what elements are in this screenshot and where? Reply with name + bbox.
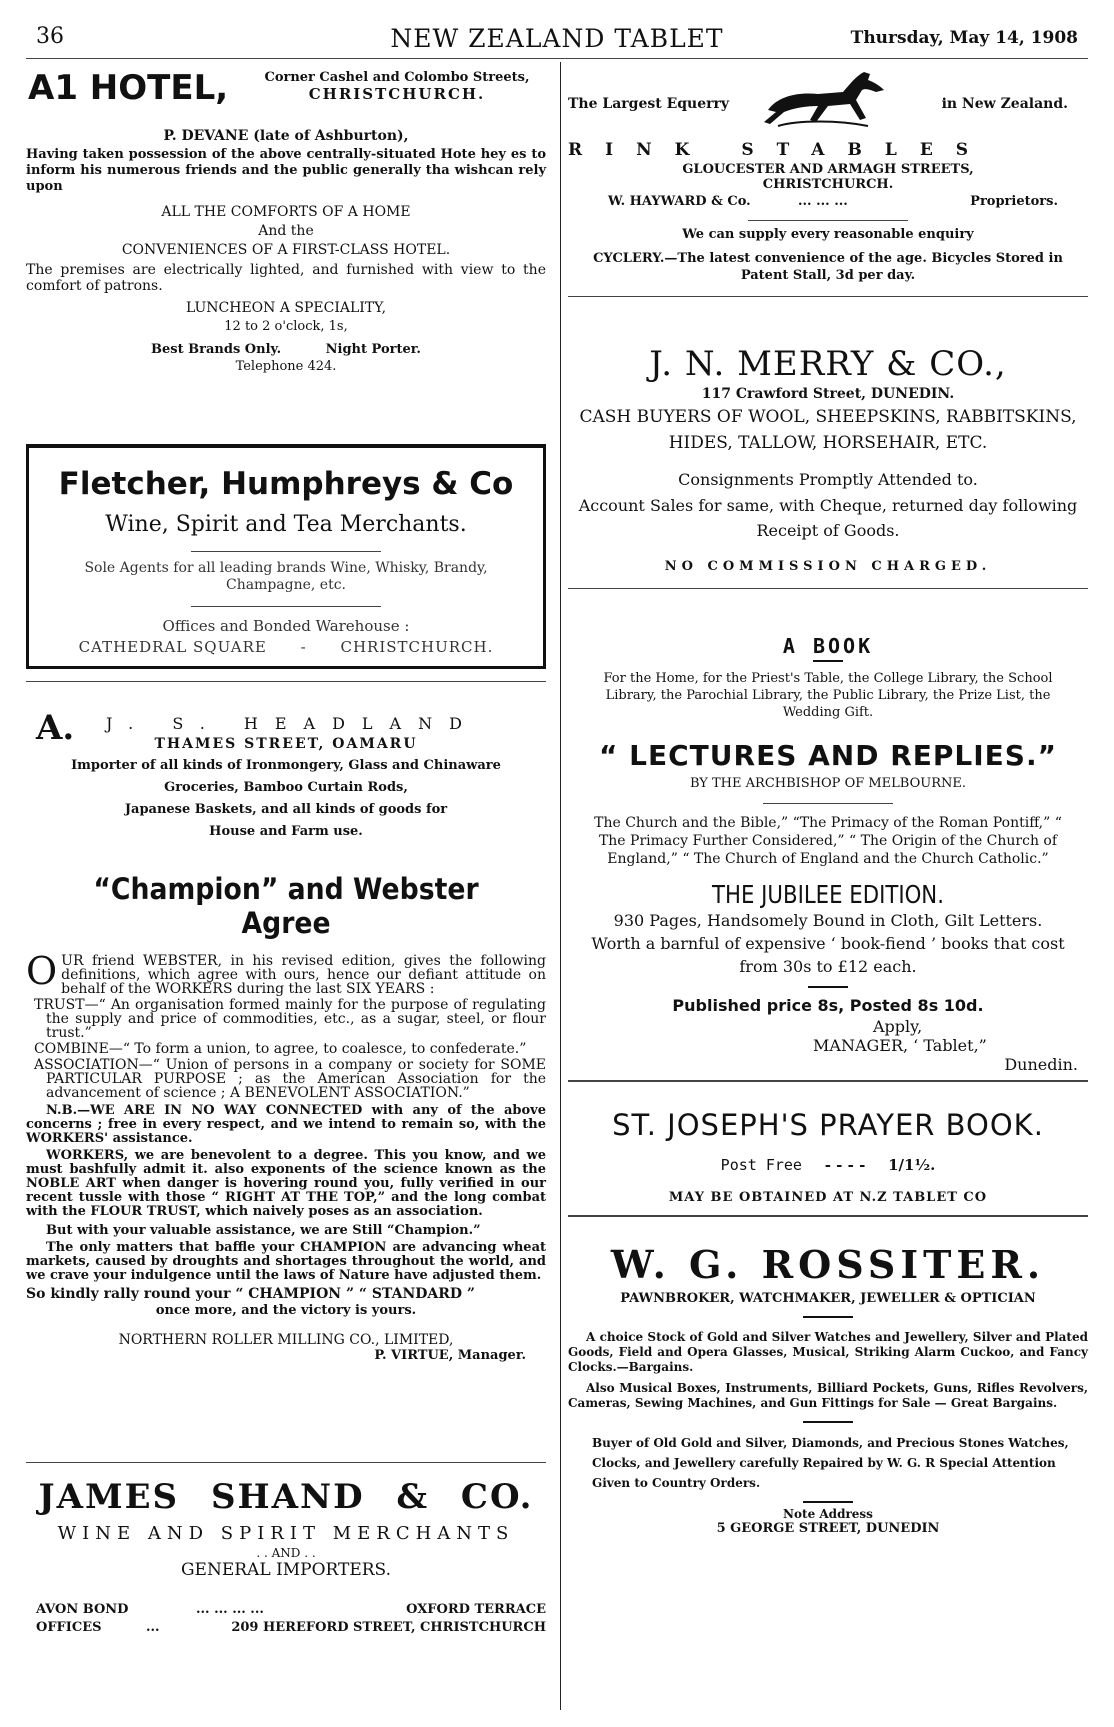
- rossiter-name: W. G. ROSSITER.: [610, 1242, 1046, 1287]
- headland-line3: Japanese Baskets, and all kinds of goods for: [124, 802, 448, 817]
- rink-cyclery: CYCLERY.—The latest convenience of the age. Bicycles Stored in Patent Stall, 3d per day.: [593, 251, 1063, 283]
- champion-matters: The only matters that baffle your CHAMPION are advancing wheat markets, caused by droughts and shortages throughout the world, and we crave your indulgence until the laws of Nature have adjusted them.: [26, 1240, 546, 1283]
- shand-line2-dots: ...: [146, 1620, 160, 1635]
- shand-and: . . AND . .: [256, 1546, 316, 1560]
- rink-supply: We can supply every reasonable enquiry: [682, 227, 974, 242]
- column-divider: [560, 62, 561, 1710]
- a1-conveniences: CONVENIENCES OF A FIRST-CLASS HOTEL.: [121, 242, 451, 258]
- headland-line1: Importer of all kinds of Ironmongery, Glass and Chinaware: [71, 758, 501, 773]
- fletcher-addr-left: CATHEDRAL SQUARE: [78, 638, 267, 656]
- rink-proprietor: W. HAYWARD & Co.: [608, 194, 751, 209]
- headland-line2: Groceries, Bamboo Curtain Rods,: [164, 780, 408, 795]
- merry-ad: [568, 344, 1088, 626]
- a1-porter: Night Porter.: [325, 342, 421, 357]
- prayer-book-ad: [568, 1108, 1088, 1232]
- merry-account: Account Sales for same, with Cheque, returned day following Receipt of Goods.: [578, 496, 1078, 540]
- rink-nz: in New Zealand.: [941, 96, 1068, 112]
- fletcher-trade: Wine, Spirit and Tea Merchants.: [105, 512, 467, 537]
- a1-owner: P. DEVANE (late of Ashburton),: [163, 128, 409, 144]
- headland-ad: [26, 682, 546, 852]
- book-heading: A BOOK: [782, 634, 874, 658]
- shand-importers: GENERAL IMPORTERS.: [180, 1560, 392, 1580]
- fletcher-agents: Sole Agents for all leading brands Wine, Whisky, Brandy, Champagne, etc.: [84, 560, 488, 593]
- book-apply: Apply,: [873, 1017, 923, 1036]
- a1-premises: The premises are electrically lighted, and furnished with view to the comfort of patrons.: [26, 262, 546, 294]
- page-header: [26, 18, 1088, 59]
- a1-luncheon: LUNCHEON A SPECIALITY,: [185, 300, 387, 316]
- a1-telephone: Telephone 424.: [235, 359, 337, 374]
- fletcher-addr-sep: -: [300, 638, 307, 656]
- book-for: For the Home, for the Priest's Table, the College Library, the School Library, the Parochial Library, the Public Library, the Prize List, the Wedding Gift.: [603, 671, 1053, 720]
- merry-name: J. N. MERRY & CO.,: [649, 344, 1007, 384]
- book-title: “ LECTURES AND REPLIES.”: [599, 739, 1057, 772]
- prayer-obtain: MAY BE OBTAINED AT N.Z TABLET CO: [668, 1190, 988, 1205]
- champion-intro: UR friend WEBSTER, in his revised edition, gives the following definitions, which agree with ours, hence our defiant attitude on behalf of the WORKERS during the last SIX YEARS :: [61, 953, 546, 997]
- rossiter-trades: PAWNBROKER, WATCHMAKER, JEWELLER & OPTICIAN: [620, 1291, 1036, 1306]
- merry-no-commission: NO COMMISSION CHARGED.: [664, 559, 992, 574]
- book-manager: MANAGER, ‘ Tablet,”: [813, 1036, 987, 1055]
- shand-name: JAMES SHAND & CO.: [38, 1477, 534, 1517]
- headland-initial: A.: [36, 708, 75, 748]
- merry-street: 117 Crawford Street, DUNEDIN.: [701, 386, 955, 402]
- prayer-post: Post Free: [720, 1156, 802, 1174]
- book-worth: Worth a barnful of expensive ‘ book-fiend ’ books that cost from 30s to £12 each.: [591, 934, 1065, 976]
- champion-dropcap: O: [26, 949, 58, 993]
- masthead-title: NEW ZEALAND TABLET: [390, 24, 724, 53]
- rossiter-note: Note Address: [783, 1507, 873, 1521]
- book-author: BY THE ARCHBISHOP OF MELBOURNE.: [689, 776, 967, 791]
- book-pages: 930 Pages, Handsomely Bound in Cloth, Gilt Letters.: [613, 911, 1043, 930]
- prayer-price: 1/1½.: [888, 1156, 936, 1174]
- shand-line1-right: OXFORD TERRACE: [406, 1602, 546, 1617]
- champion-workers: WORKERS, we are benevolent to a degree. This you know, and we must bashfully admit it. also exponents of the science known as the NOBLE ART when danger is hovering round you, fully verified in our recent tussle with those “ RIGHT AT THE TOP,” and the long combat with the FLOUR TRUST, which naively poses as an association.: [26, 1148, 546, 1219]
- rossiter-address: 5 GEORGE STREET, DUNEDIN: [716, 1521, 940, 1536]
- a1-and-the: And the: [258, 223, 314, 239]
- champion-rally: So kindly rally round your “ CHAMPION ” “ STANDARD ”: [26, 1286, 475, 1302]
- book-price: Published price 8s, Posted 8s 10d.: [672, 996, 984, 1015]
- headland-street: THAMES STREET, OAMARU: [154, 736, 418, 752]
- champion-association: ASSOCIATION—“ Union of persons in a company or society for SOME PARTICULAR PURPOSE ; as the American Association for the advancement of science ; A BENEVOLENT ASSOCIATION.”: [34, 1057, 546, 1101]
- headland-name: J. S. HEADLAND: [106, 714, 479, 733]
- book-jubilee: THE JUBILEE EDITION.: [712, 880, 944, 909]
- a1-hours: 12 to 2 o'clock, 1s,: [224, 319, 348, 334]
- rossiter-stock: A choice Stock of Gold and Silver Watches and Jewellery, Silver and Plated Goods, Field and Opera Glasses, Musical, Striking Alarm Cuckoo, and Fancy Clocks.—Bargains.: [568, 1330, 1088, 1374]
- shand-trade: WINE AND SPIRIT MERCHANTS: [57, 1523, 515, 1544]
- book-contents: The Church and the Bible,” “The Primacy of the Roman Pontiff,” “ The Primacy Further Considered,” “ The Origin of the Church of England,” “ The Church of England and the Church Catholic.”: [594, 815, 1062, 867]
- champion-title: “Champion” and Webster Agree: [93, 872, 479, 940]
- right-column: [568, 64, 1088, 1582]
- merry-buyers: CASH BUYERS OF WOOL, SHEEPSKINS, RABBITSKINS, HIDES, TALLOW, HORSEHAIR, ETC.: [579, 407, 1077, 453]
- rink-streets: GLOUCESTER AND ARMAGH STREETS,: [682, 162, 974, 177]
- fletcher-name: Fletcher, Humphreys & Co: [58, 466, 514, 502]
- rink-dots: ... ... ...: [798, 194, 848, 209]
- a1-brands: Best Brands Only.: [151, 342, 282, 357]
- issue-date: Thursday, May 14, 1908: [850, 28, 1078, 48]
- rink-stables-ad: [568, 64, 1088, 334]
- rink-proprietors: Proprietors.: [970, 194, 1058, 209]
- left-column: [26, 64, 546, 1677]
- prayer-title: ST. JOSEPH'S PRAYER BOOK.: [612, 1108, 1044, 1142]
- prayer-dashes: - - - -: [824, 1156, 866, 1174]
- a1-comforts: ALL THE COMFORTS OF A HOME: [161, 204, 411, 220]
- horse-icon: [758, 66, 888, 130]
- shand-line2-right: 209 HEREFORD STREET, CHRISTCHURCH: [231, 1620, 546, 1635]
- book-dunedin: Dunedin.: [1004, 1055, 1078, 1074]
- a1-corner: Corner Cashel and Colombo Streets,: [264, 70, 530, 85]
- champion-company: NORTHERN ROLLER MILLING CO., LIMITED,: [118, 1332, 454, 1348]
- rink-name: RINK STABLES: [568, 140, 992, 160]
- a1-hotel-brand: A1 HOTEL,: [28, 68, 229, 108]
- rossiter-ad: [568, 1242, 1088, 1582]
- page-number: 36: [36, 24, 64, 49]
- fletcher-addr-right: CHRISTCHURCH.: [340, 638, 494, 656]
- headland-line4: House and Farm use.: [209, 824, 363, 839]
- a1-city: CHRISTCHURCH.: [308, 85, 486, 103]
- shand-line1-dots: ... ... ... ...: [196, 1602, 264, 1617]
- book-ad: [568, 634, 1088, 1094]
- champion-combine: COMBINE—“ To form a union, to agree, to coalesce, to confederate.”: [34, 1041, 527, 1057]
- rossiter-musical: Also Musical Boxes, Instruments, Billiard Pockets, Guns, Rifles Revolvers, Cameras, Sewing Machines, and Gun Fittings for Sale — Great Bargains.: [568, 1381, 1088, 1410]
- champion-ad: [26, 872, 546, 1462]
- a1-intro: Having taken possession of the above centrally-situated Hote hey es to inform his numerous friends and the public generally tha wishcan rely upon: [26, 147, 546, 194]
- shand-line2-left: OFFICES: [36, 1620, 102, 1635]
- champion-nb: N.B.—WE ARE IN NO WAY CONNECTED with any of the above concerns ; free in every respect, and we intend to remain so, with the WORKERS' assistance.: [26, 1103, 546, 1146]
- champion-manager: P. VIRTUE, Manager.: [374, 1348, 526, 1363]
- shand-line1-left: AVON BOND: [36, 1602, 129, 1617]
- rink-largest: The Largest Equerry: [568, 96, 730, 112]
- champion-victory: once more, and the victory is yours.: [155, 1303, 417, 1318]
- champion-still: But with your valuable assistance, we are Still “Champion.”: [46, 1223, 481, 1238]
- rink-city: CHRISTCHURCH.: [762, 177, 894, 192]
- champion-trust: TRUST—“ An organisation formed mainly for the purpose of regulating the supply and price of commodities, etc., as a sugar, steel, or flour trust.”: [34, 997, 546, 1041]
- shand-ad: [26, 1477, 546, 1677]
- fletcher-ad: [26, 444, 546, 669]
- fletcher-offices: Offices and Bonded Warehouse :: [162, 617, 410, 635]
- a1-hotel-ad: [26, 64, 546, 432]
- merry-consign: Consignments Promptly Attended to.: [678, 470, 978, 489]
- rossiter-buyer: Buyer of Old Gold and Silver, Diamonds, and Precious Stones Watches, Clocks, and Jewellery carefully Repaired by W. G. R Special Attention Given to Country Orders.: [592, 1436, 1069, 1490]
